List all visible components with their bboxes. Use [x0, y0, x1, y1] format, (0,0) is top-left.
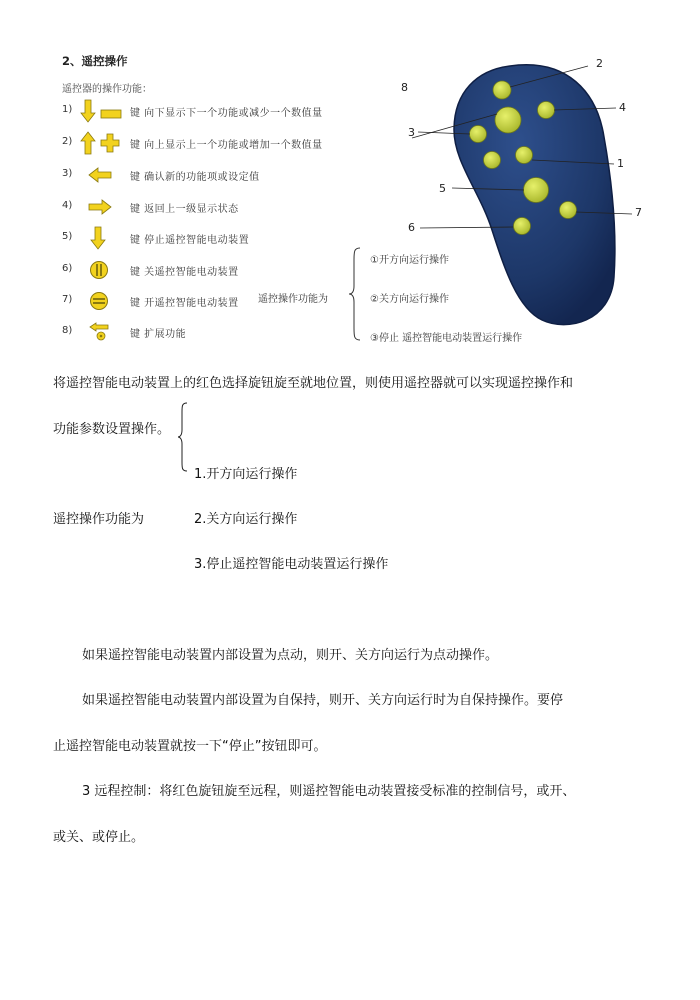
minus-icon	[100, 105, 122, 124]
key-description: 键 扩展功能	[130, 329, 187, 340]
paragraph-2: 如果遥控智能电动装置内部设置为点动，则开、关方向运行为点动操作。	[82, 648, 499, 663]
callout-2: 2	[596, 57, 603, 70]
key-row-3	[62, 163, 362, 187]
paragraph-4-line-2: 或关、或停止。	[53, 830, 145, 845]
open-circle-icon	[89, 291, 109, 315]
key-number: 2)	[62, 136, 73, 147]
key-row-6	[62, 258, 362, 282]
key-description: 键 开遥控智能电动装置	[130, 298, 239, 309]
stop-arrow-icon	[90, 226, 106, 254]
paragraph-3-line-2: 止遥控智能电动装置就按一下“停止”按钮即可。	[53, 739, 327, 754]
arrow-right-icon	[88, 199, 112, 219]
list-label: 遥控操作功能为	[53, 512, 145, 527]
key-row-5	[62, 226, 362, 250]
list-item-3: 3.停止遥控智能电动装置运行操作	[194, 557, 389, 572]
paragraph-3-line-1: 如果遥控智能电动装置内部设置为自保持，则开、关方向运行时为自保持操作。要停	[82, 693, 564, 708]
callout-5: 5	[439, 182, 446, 195]
key-description: 键 关遥控智能电动装置	[130, 267, 239, 278]
key-row-4	[62, 195, 362, 219]
brace-icon	[348, 246, 362, 342]
list-item-2: 2.关方向运行操作	[194, 512, 298, 527]
brace-icon	[177, 402, 189, 472]
subhead: 遥控器的操作功能：	[62, 84, 152, 95]
key-number: 3)	[62, 168, 73, 179]
callout-4: 4	[619, 101, 626, 114]
key-number: 5)	[62, 231, 73, 242]
callout-3: 3	[408, 126, 415, 139]
key-description: 键 向下显示下一个功能或减少一个数值量	[130, 108, 323, 119]
key-number: 8)	[62, 325, 73, 336]
key-row-2	[62, 131, 362, 155]
key-number: 7)	[62, 294, 73, 305]
key-description: 键 停止遥控智能电动装置	[130, 235, 250, 246]
key-number: 4)	[62, 200, 73, 211]
plus-icon	[100, 133, 120, 157]
remote-func-2: ②关方向运行操作	[370, 294, 449, 305]
key-description: 键 向上显示上一个功能或增加一个数值量	[130, 140, 323, 151]
list-item-1: 1.开方向运行操作	[194, 467, 298, 482]
remote-func-label: 遥控操作功能为	[258, 294, 328, 305]
key-description: 键 确认新的功能项或设定值	[130, 172, 260, 183]
callout-7: 7	[635, 206, 642, 219]
section-title: 2、遥控操作	[62, 54, 128, 68]
callout-8: 8	[401, 81, 408, 94]
key-number: 1)	[62, 104, 73, 115]
key-row-8	[62, 320, 362, 344]
callout-1: 1	[617, 157, 624, 170]
paragraph-4-line-1: 3 远程控制：将红色旋钮旋至远程，则遥控智能电动装置接受标准的控制信号，或开、	[82, 784, 576, 799]
key-row-1	[62, 99, 362, 123]
key-description: 键 返回上一级显示状态	[130, 204, 239, 215]
remote-func-3: ③停止 遥控智能电动装置运行操作	[370, 333, 523, 344]
close-circle-icon	[89, 260, 109, 284]
arrow-left-icon	[88, 167, 112, 187]
extend-icon	[88, 322, 112, 346]
arrow-down-icon	[80, 99, 96, 127]
remote-func-1: ①开方向运行操作	[370, 255, 449, 266]
callout-6: 6	[408, 221, 415, 234]
key-number: 6)	[62, 263, 73, 274]
paragraph-1-line-1: 将遥控智能电动装置上的红色选择旋钮旋至就地位置，则使用遥控器就可以实现遥控操作和	[53, 376, 574, 391]
paragraph-1-line-2: 功能参数设置操作。	[53, 422, 171, 437]
arrow-up-icon	[80, 131, 96, 159]
